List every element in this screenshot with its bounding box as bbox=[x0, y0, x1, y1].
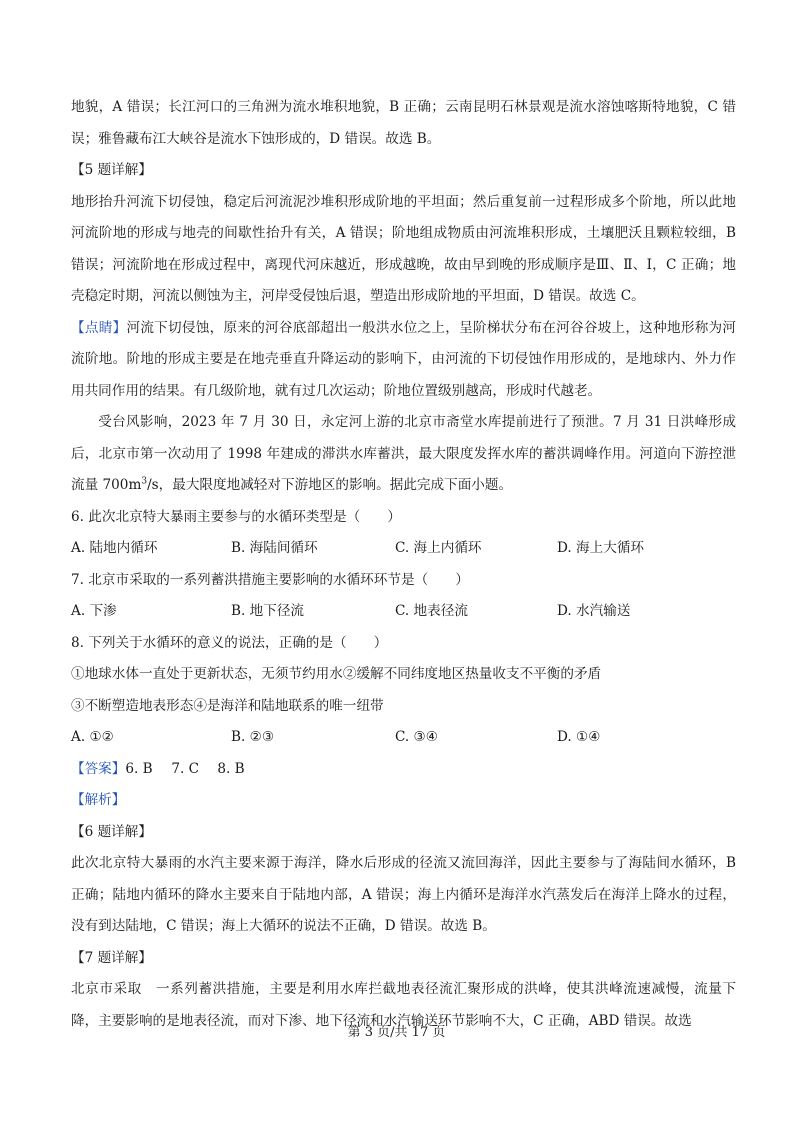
q8-options bbox=[71, 722, 736, 754]
q6-option-c: C. 海上内循环 bbox=[395, 540, 482, 556]
q7-stem: 7. 北京市采取的一系列蓄洪措施主要影响的水循环环节是（ ） bbox=[71, 571, 469, 588]
material-superscript: 3 bbox=[141, 476, 148, 487]
q6-detail-body: 此次北京特大暴雨的水汽主要来源于海洋，降水后形成的径流又流回海洋，因此主要参与了海陆间水循环，B 正确；陆地内循环的降水主要来自于陆地内部，A 错误；海上内循环是海洋水汽蒸发后在海洋上降水的过程，没有到达陆地，C 错误；海上大循环的说法不正确，D 错误。故选 B。 bbox=[71, 855, 736, 934]
material-text-a: 受台风影响，2023 年 7 月 30 日，永定河上游的北京市斋堂水库提前进行了预泄。7 月 31 日洪峰形成后，北京市第一次动用了 1998 年建成的滞洪水库蓄洪，最大限度发挥水库的蓄洪调峰作用。河道向下游控泄流量 700m bbox=[71, 414, 736, 493]
q7-detail-body: 北京市采取 一系列蓄洪措施，主要是利用水库拦截地表径流汇聚形成的洪峰，使其洪峰流速减慢，流量下降，主要影响的是地表径流，而对下渗、地下径流和水汽输送环节影响不大，C 正确，ABD 错误。故选 bbox=[71, 981, 736, 1029]
analysis-heading: 【解析】 bbox=[71, 792, 126, 808]
q7-options bbox=[71, 596, 736, 628]
q6-options bbox=[71, 533, 736, 565]
answer-line bbox=[71, 754, 736, 786]
answer-heading: 【答案】 bbox=[71, 760, 126, 777]
q8-option-c: C. ③④ bbox=[395, 729, 438, 745]
q6-stem: 6. 此次北京特大暴雨主要参与的水循环类型是（ ） bbox=[71, 508, 401, 525]
q8-statements-line2: ③不断塑造地表形态④是海洋和陆地联系的唯一纽带 bbox=[71, 697, 384, 714]
key-point-paragraph bbox=[71, 313, 736, 408]
q6-option-d: D. 海上大循环 bbox=[557, 540, 645, 556]
q6-detail-heading: 【6 题详解】 bbox=[71, 823, 152, 840]
q5-detail-body: 地形抬升河流下切侵蚀，稳定后河流泥沙堆积形成阶地的平坦面；然后重复前一过程形成多个阶地，所以此地河流阶地的形成与地壳的间歇性抬升有关，A 错误；阶地组成物质由河流堆积形成，土壤肥沃且颗粒较细，B 错误；河流阶地在形成过程中，离现代河床越近，形成越晚，故由早到晚的形成顺序是Ⅲ、Ⅱ、Ⅰ，C 正确；地壳稳定时期，河流以侧蚀为主，河岸受侵蚀后退，塑造出形成阶地的平坦面，D 错误。故选 C。 bbox=[71, 193, 736, 304]
material-text-b: /s，最大限度地减轻对下游地区的影响。据此完成下面小题。 bbox=[147, 477, 513, 493]
paragraph-q4-continuation: 地貌，A 错误；长江河口的三角洲为流水堆积地貌，B 正确；云南昆明石林景观是流水溶蚀喀斯特地貌，C 错误；雅鲁藏布江大峡谷是流水下蚀形成的，D 错误。故选 B。 bbox=[71, 99, 736, 147]
q8-statements-line1: ①地球水体一直处于更新状态，无须节约用水②缓解不同纬度地区热量收支不平衡的矛盾 bbox=[71, 666, 602, 682]
page-footer: 第 3 页/共 17 页 bbox=[347, 1025, 446, 1040]
answer-7: 7. C bbox=[171, 760, 200, 777]
q5-detail-heading: 【5 题详解】 bbox=[71, 162, 152, 178]
q7-option-d: D. 水汽输送 bbox=[557, 603, 631, 619]
answer-8: 8. B bbox=[217, 760, 245, 777]
answer-6: 6. B bbox=[125, 760, 153, 777]
q7-option-a: A. 下渗 bbox=[71, 603, 117, 619]
material-paragraph bbox=[71, 407, 736, 502]
q7-option-b: B. 地下径流 bbox=[231, 603, 305, 619]
q7-option-c: C. 地表径流 bbox=[395, 603, 468, 619]
q8-option-a: A. ①② bbox=[71, 729, 114, 745]
key-point-heading: 【点睛】 bbox=[71, 319, 127, 336]
document-body bbox=[71, 92, 736, 1037]
q7-detail-heading: 【7 题详解】 bbox=[71, 949, 152, 966]
q6-option-a: A. 陆地内循环 bbox=[71, 540, 158, 556]
q8-stem: 8. 下列关于水循环的意义的说法，正确的是（ ） bbox=[71, 634, 388, 651]
key-point-body: 河流下切侵蚀，原来的河谷底部超出一般洪水位之上，呈阶梯状分布在河谷谷坡上，这种地形称为河流阶地。阶地的形成主要是在地壳垂直升降运动的影响下，由河流的下切侵蚀作用形成的，是地球内、外力作用共同作用的结果。有几级阶地，就有过几次运动；阶地位置级别越高，形成时代越老。 bbox=[71, 319, 737, 399]
q8-option-b: B. ②③ bbox=[231, 729, 275, 745]
q6-option-b: B. 海陆间循环 bbox=[231, 540, 318, 556]
q8-option-d: D. ①④ bbox=[557, 729, 601, 745]
